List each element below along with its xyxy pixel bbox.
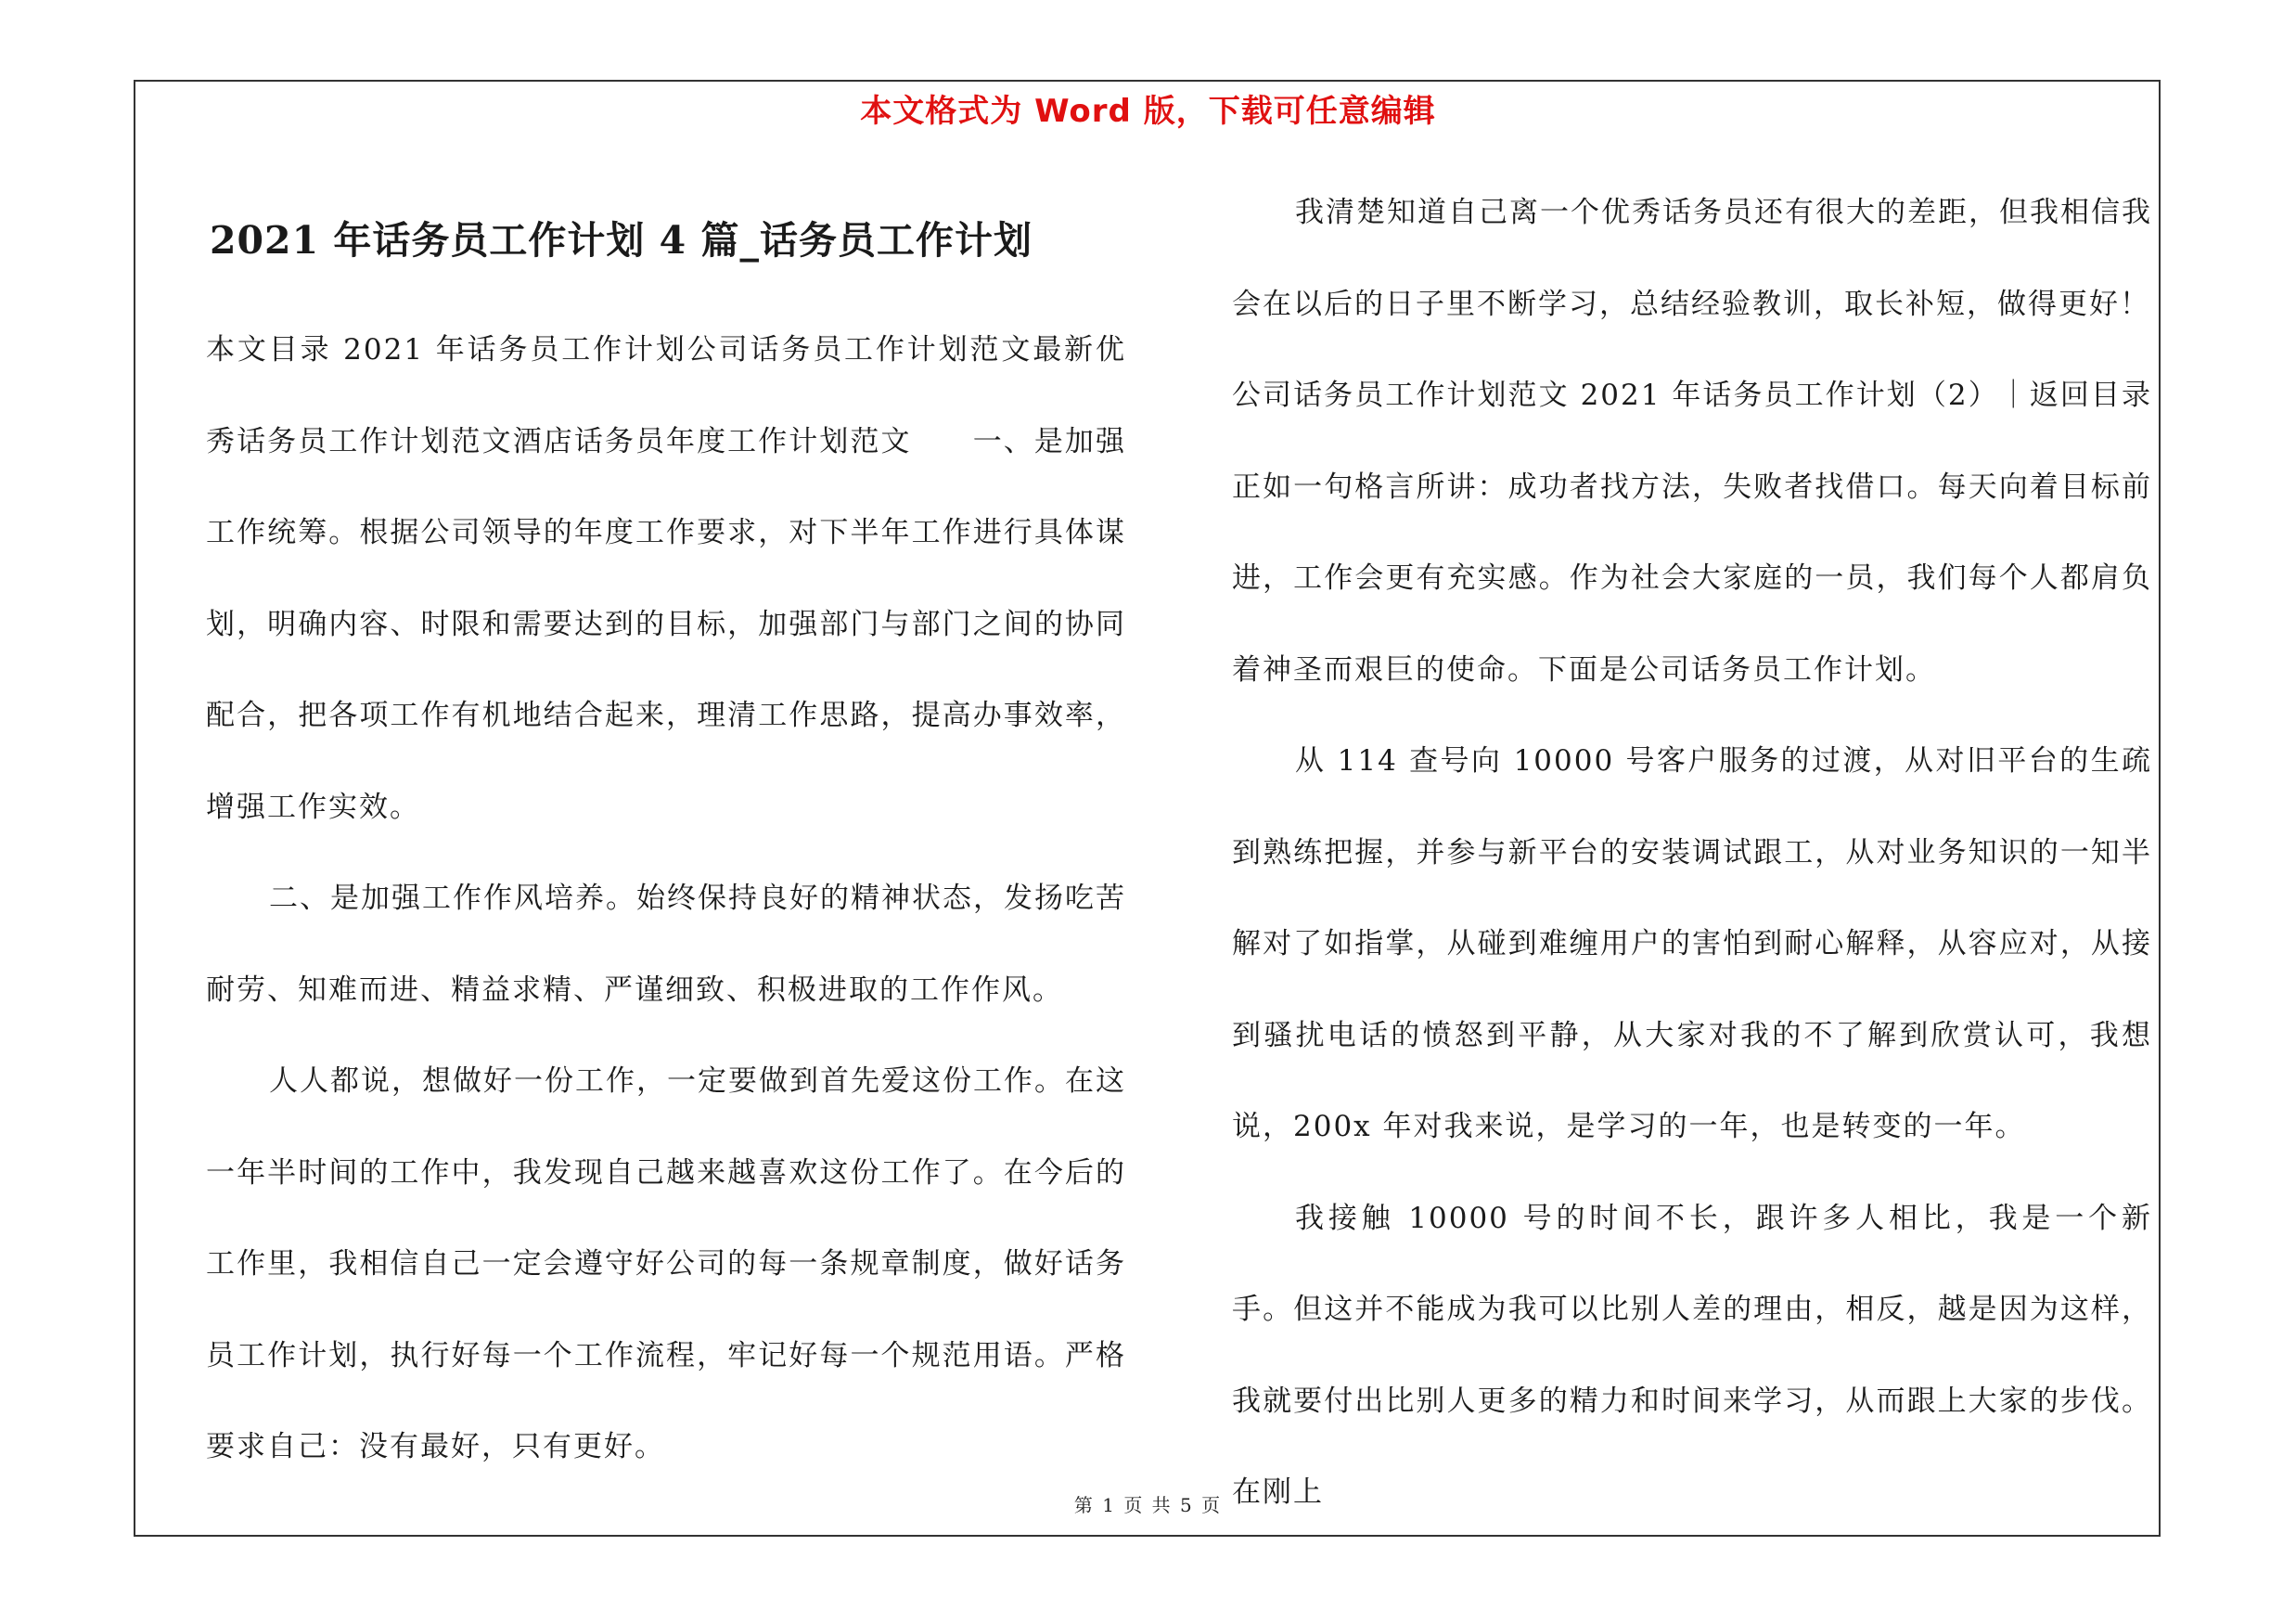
paragraph: 公司话务员工作计划范文 2021 年话务员工作计划（2）｜返回目录正如一句格言所讲：成功者找方法，失败者找借口。每天向着目标前进，工作会更有充实感。作为社会大家庭的一员，我们每个人都肩负着神圣而艰巨的使命。下面是公司话务员工作计划。 [1232,379,2152,687]
left-column [206,304,1126,1493]
paragraph: 我清楚知道自己离一个优秀话务员还有很大的差距，但我相信我会在以后的日子里不断学习，总结经验教训，取长补短，做得更好！ [1232,196,2152,321]
page-number: 第 1 页 共 5 页 [1073,1494,1223,1516]
format-notice-banner: 本文格式为 Word 版，下载可任意编辑 [860,93,1436,130]
document-title: 2021 年话务员工作计划 4 篇_话务员工作计划 [210,218,1033,263]
paragraph: 二、是加强工作作风培养。始终保持良好的精神状态，发扬吃苦耐劳、知难而进、精益求精、严谨细致、积极进取的工作作风。 [206,882,1126,1007]
right-column [1232,167,2152,1539]
paragraph: 从 114 查号向 10000 号客户服务的过渡，从对旧平台的生疏到熟练把握，并参与新平台的安装调试跟工，从对业务知识的一知半解对了如指掌，从碰到难缠用户的害怕到耐心解释，从容应对，从接到骚扰电话的愤怒到平静，从大家对我的不了解到欣赏认可，我想说，200x 年对我来说，是学习的一年，也是转变的一年。 [1232,744,2152,1143]
paragraph: 我接触 10000 号的时间不长，跟许多人相比，我是一个新手。但这并不能成为我可以比别人差的理由，相反，越是因为这样，我就要付出比别人更多的精力和时间来学习，从而跟上大家的步伐。在刚上 [1232,1201,2152,1509]
paragraph: 人人都说，想做好一份工作，一定要做到首先爱这份工作。在这一年半时间的工作中，我发现自己越来越喜欢这份工作了。在今后的工作里，我相信自己一定会遵守好公司的每一条规章制度，做好话务员工作计划，执行好每一个工作流程，牢记好每一个规范用语。严格要求自己：没有最好，只有更好。 [206,1064,1126,1463]
paragraph: 本文目录 2021 年话务员工作计划公司话务员工作计划范文最新优秀话务员工作计划范文酒店话务员年度工作计划范文 一、是加强工作统筹。根据公司领导的年度工作要求，对下半年工作进行具体谋划，明确内容、时限和需要达到的目标，加强部门与部门之间的协同配合，把各项工作有机地结合起来，理清工作思路，提高办事效率，增强工作实效。 [206,333,1126,824]
